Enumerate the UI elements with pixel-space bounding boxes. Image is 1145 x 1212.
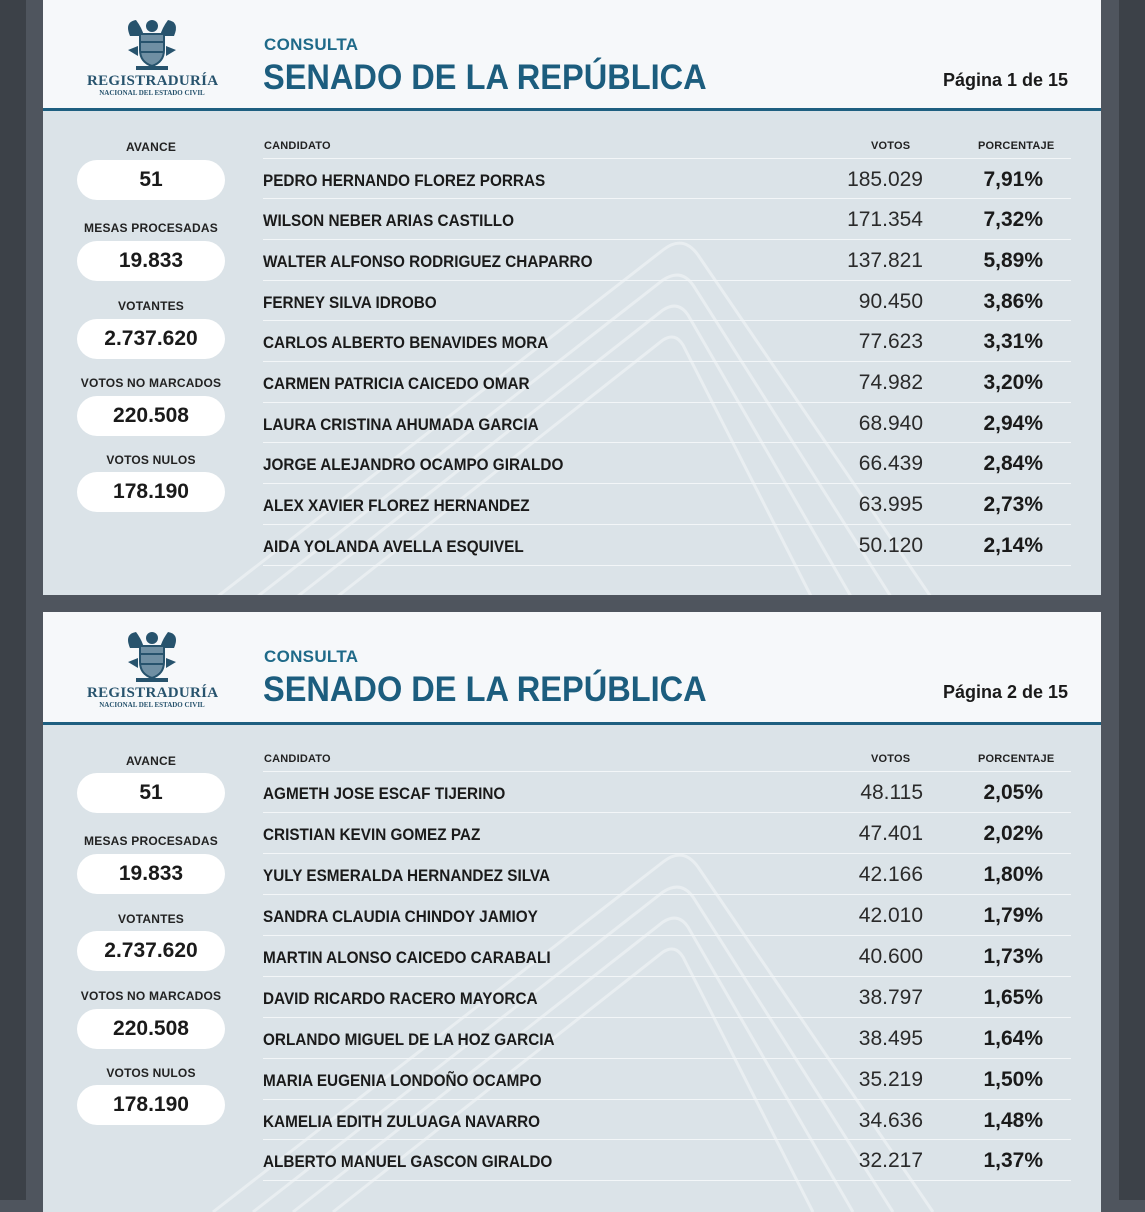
consulta-label: CONSULTA xyxy=(264,647,359,666)
candidate-name: LAURA CRISTINA AHUMADA GARCIA xyxy=(263,415,539,434)
candidate-votes: 63.995 xyxy=(858,493,923,516)
page-title: SENADO DE LA REPÚBLICA xyxy=(263,670,707,709)
table-row xyxy=(263,198,1071,239)
logo-wordmark: REGISTRADURÍA xyxy=(87,73,219,89)
column-header-candidato: CANDIDATO xyxy=(264,753,331,765)
page-title: SENADO DE LA REPÚBLICA xyxy=(263,58,707,97)
candidate-percentage: 1,48% xyxy=(983,1109,1043,1132)
table-row xyxy=(263,402,1071,443)
candidate-votes: 38.495 xyxy=(858,1027,923,1050)
candidate-votes: 32.217 xyxy=(858,1149,923,1172)
stat-label-mesas: MESAS PROCESADAS xyxy=(84,221,218,235)
table-row xyxy=(263,894,1071,935)
candidate-votes: 171.354 xyxy=(847,208,923,231)
candidate-name: CARLOS ALBERTO BENAVIDES MORA xyxy=(263,333,549,352)
stat-value-mesas: 19.833 xyxy=(77,854,225,894)
candidate-name: AGMETH JOSE ESCAF TIJERINO xyxy=(263,784,506,803)
registraduria-logo xyxy=(87,16,217,96)
candidate-name: WALTER ALFONSO RODRIGUEZ CHAPARRO xyxy=(263,252,593,271)
candidate-name: MARTIN ALONSO CAICEDO CARABALI xyxy=(263,948,551,967)
table-row xyxy=(263,280,1071,321)
candidate-votes: 68.940 xyxy=(858,412,923,435)
page-number: Página 1 de 15 xyxy=(942,70,1068,90)
candidate-percentage: 2,05% xyxy=(983,781,1043,804)
table-row xyxy=(263,442,1071,483)
candidate-votes: 40.600 xyxy=(858,945,923,968)
candidate-name: AIDA YOLANDA AVELLA ESQUIVEL xyxy=(263,537,524,556)
candidate-percentage: 2,02% xyxy=(983,822,1043,845)
stat-value-votantes: 2.737.620 xyxy=(77,931,225,971)
candidate-name: DAVID RICARDO RACERO MAYORCA xyxy=(263,989,538,1008)
candidate-name: FERNEY SILVA IDROBO xyxy=(263,293,437,312)
table-row xyxy=(263,771,1071,812)
candidate-name: WILSON NEBER ARIAS CASTILLO xyxy=(263,211,515,230)
stat-value-avance: 51 xyxy=(77,160,225,200)
candidate-percentage: 7,32% xyxy=(983,208,1043,231)
stat-value-avance: 51 xyxy=(77,773,225,813)
candidate-votes: 90.450 xyxy=(858,290,923,313)
stat-value-no-marcados: 220.508 xyxy=(77,396,225,436)
candidate-votes: 77.623 xyxy=(858,330,923,353)
coat-of-arms-icon xyxy=(122,16,182,72)
page-header xyxy=(43,612,1101,725)
candidate-votes: 42.166 xyxy=(858,863,923,886)
column-header-porcentaje: PORCENTAJE xyxy=(978,140,1055,152)
candidate-votes: 137.821 xyxy=(847,249,923,272)
candidate-name: CRISTIAN KEVIN GOMEZ PAZ xyxy=(263,825,481,844)
table-row xyxy=(263,935,1071,976)
candidate-votes: 42.010 xyxy=(858,904,923,927)
stat-value-votantes: 2.737.620 xyxy=(77,319,225,359)
candidate-votes: 38.797 xyxy=(858,986,923,1009)
stat-value-mesas: 19.833 xyxy=(77,241,225,281)
logo-subtitle: NACIONAL DEL ESTADO CIVIL xyxy=(99,89,205,97)
candidate-name: ALEX XAVIER FLOREZ HERNANDEZ xyxy=(263,496,530,515)
page-number: Página 2 de 15 xyxy=(942,682,1068,702)
candidate-votes: 50.120 xyxy=(858,534,923,557)
candidate-name: YULY ESMERALDA HERNANDEZ SILVA xyxy=(263,866,551,885)
stat-value-nulos: 178.190 xyxy=(77,472,225,512)
results-page-1 xyxy=(43,0,1101,595)
stat-label-nulos: VOTOS NULOS xyxy=(106,453,196,467)
stat-value-nulos: 178.190 xyxy=(77,1085,225,1125)
table-row xyxy=(263,1058,1071,1099)
table-row xyxy=(263,320,1071,361)
table-row xyxy=(263,976,1071,1017)
candidate-name: CARMEN PATRICIA CAICEDO OMAR xyxy=(263,374,530,393)
logo-subtitle: NACIONAL DEL ESTADO CIVIL xyxy=(99,701,205,709)
table-row xyxy=(263,524,1071,566)
results-page-2 xyxy=(43,612,1101,1212)
column-header-candidato: CANDIDATO xyxy=(264,140,331,152)
stat-value-no-marcados: 220.508 xyxy=(77,1009,225,1049)
column-header-votos: VOTOS xyxy=(871,753,911,765)
table-row xyxy=(263,1099,1071,1140)
candidate-percentage: 2,73% xyxy=(983,493,1043,516)
candidate-name: SANDRA CLAUDIA CHINDOY JAMIOY xyxy=(263,907,538,926)
table-row xyxy=(263,812,1071,853)
stat-label-votantes: VOTANTES xyxy=(117,299,185,313)
stat-label-avance: AVANCE xyxy=(125,140,177,154)
candidate-percentage: 3,20% xyxy=(983,371,1043,394)
candidate-name: KAMELIA EDITH ZULUAGA NAVARRO xyxy=(263,1112,541,1131)
stat-label-nulos: VOTOS NULOS xyxy=(106,1066,196,1080)
table-row xyxy=(263,1139,1071,1181)
candidate-percentage: 1,73% xyxy=(983,945,1043,968)
candidate-percentage: 5,89% xyxy=(983,249,1043,272)
viewer-edge-right xyxy=(1119,0,1145,1200)
candidate-percentage: 2,94% xyxy=(983,412,1043,435)
candidate-votes: 34.636 xyxy=(858,1109,923,1132)
candidate-percentage: 7,91% xyxy=(983,168,1043,191)
candidate-percentage: 1,80% xyxy=(983,863,1043,886)
consulta-label: CONSULTA xyxy=(264,35,359,54)
candidate-votes: 48.115 xyxy=(860,781,923,804)
candidate-votes: 185.029 xyxy=(847,168,923,191)
candidate-votes: 35.219 xyxy=(858,1068,923,1091)
table-row xyxy=(263,1017,1071,1058)
registraduria-logo xyxy=(87,628,217,708)
candidate-percentage: 1,37% xyxy=(983,1149,1043,1172)
candidate-percentage: 1,79% xyxy=(983,904,1043,927)
column-header-votos: VOTOS xyxy=(871,140,911,152)
stat-label-votantes: VOTANTES xyxy=(117,912,185,926)
candidate-votes: 74.982 xyxy=(858,371,923,394)
stat-label-no-marcados: VOTOS NO MARCADOS xyxy=(80,989,222,1003)
table-row xyxy=(263,853,1071,894)
candidate-percentage: 2,84% xyxy=(983,452,1043,475)
table-row xyxy=(263,158,1071,199)
stat-label-avance: AVANCE xyxy=(125,754,177,768)
candidate-percentage: 1,64% xyxy=(983,1027,1043,1050)
candidate-name: ORLANDO MIGUEL DE LA HOZ GARCIA xyxy=(263,1030,555,1049)
candidate-name: ALBERTO MANUEL GASCON GIRALDO xyxy=(263,1152,553,1171)
candidate-votes: 47.401 xyxy=(858,822,923,845)
table-row xyxy=(263,483,1071,524)
stat-label-no-marcados: VOTOS NO MARCADOS xyxy=(80,376,222,390)
candidate-name: JORGE ALEJANDRO OCAMPO GIRALDO xyxy=(263,455,564,474)
table-row xyxy=(263,239,1071,280)
column-header-porcentaje: PORCENTAJE xyxy=(978,753,1055,765)
stat-label-mesas: MESAS PROCESADAS xyxy=(84,834,218,848)
candidate-percentage: 2,14% xyxy=(983,534,1043,557)
candidate-percentage: 3,31% xyxy=(983,330,1043,353)
candidate-name: MARIA EUGENIA LONDOÑO OCAMPO xyxy=(263,1071,542,1090)
viewer-edge-left xyxy=(0,0,26,1200)
logo-wordmark: REGISTRADURÍA xyxy=(87,685,219,701)
candidate-percentage: 3,86% xyxy=(983,290,1043,313)
candidate-votes: 66.439 xyxy=(858,452,923,475)
table-row xyxy=(263,361,1071,402)
candidate-percentage: 1,50% xyxy=(983,1068,1043,1091)
page-header xyxy=(43,0,1101,111)
candidate-percentage: 1,65% xyxy=(983,986,1043,1009)
coat-of-arms-icon xyxy=(122,628,182,684)
candidate-name: PEDRO HERNANDO FLOREZ PORRAS xyxy=(263,171,546,190)
